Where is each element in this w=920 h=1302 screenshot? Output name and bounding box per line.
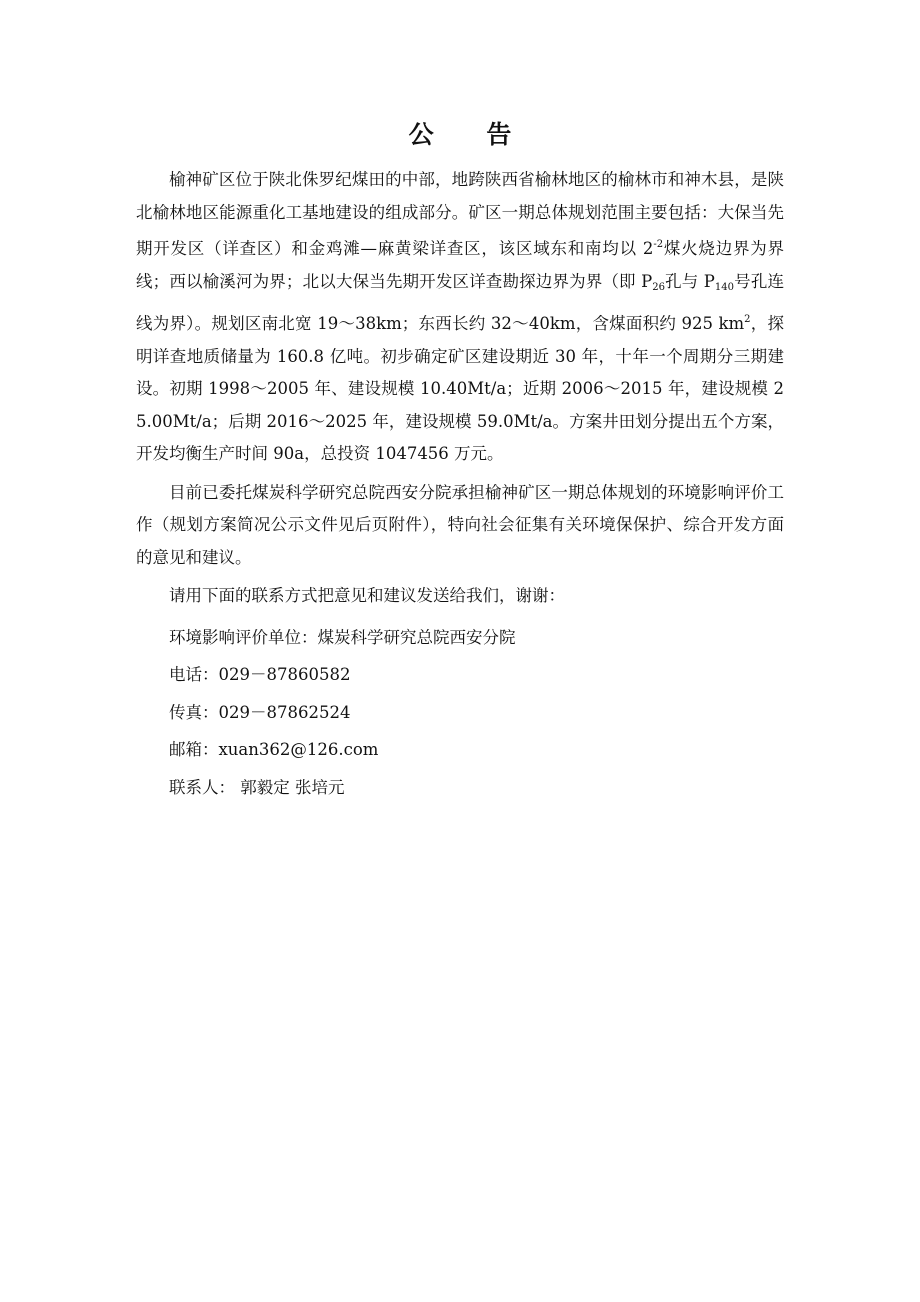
contact-email: 邮箱：xuan362@126.com xyxy=(169,740,379,759)
superscript-coal-seam: -2 xyxy=(653,239,664,250)
contact-person: 联系人： 郭毅定 张培元 xyxy=(169,777,345,797)
subscript-p140: 140 xyxy=(714,281,735,293)
overview-text-c: 孔与 P xyxy=(664,271,715,291)
contact-list xyxy=(136,619,784,807)
notice-page xyxy=(136,118,784,806)
paragraph-overview xyxy=(136,164,784,471)
contact-phone: 电话：029－87860582 xyxy=(169,665,351,684)
overview-text-d: 号孔连线为界）。规划区南北宽 19～38km；东西长约 32～40km，含煤面积约 925 km xyxy=(136,271,784,333)
contact-unit: 环境影响评价单位：煤炭科学研究总院西安分院 xyxy=(169,627,516,647)
subscript-p26: 26 xyxy=(652,281,665,293)
superscript-km2: 2 xyxy=(744,314,751,325)
overview-text-b: 煤火烧边界为界线；西以榆溪河为界；北以大保当先期开发区详查勘探边界为界（即 P xyxy=(136,239,785,291)
paragraph-request: 请用下面的联系方式把意见和建议发送给我们，谢谢： xyxy=(169,586,565,605)
overview-text-e: ，探明详查地质储量为 160.8 亿吨。初步确定矿区建设期近 30 年，十年一个周期分三期建设。初期 1998～2005 年、建设规模 10.40Mt/a；近期 2006～2015 年，建设规模 25.00Mt/a；后期 2016～2025 年，建设规模 59.0Mt/a。方案井田划分提出五个方案，开发均衡生产时间 90a，总投资 1047456 万元。 xyxy=(136,314,785,463)
contact-fax: 传真：029－87862524 xyxy=(169,702,351,722)
page-title: 公 告 xyxy=(408,120,534,149)
paragraph-assessment: 目前已委托煤炭科学研究总院西安分院承担榆神矿区一期总体规划的环境影响评价工作（规划方案简况公示文件见后页附件），特向社会征集有关环境保保护、综合开发方面的意见和建议。 xyxy=(136,482,784,567)
overview-text-a: 榆神矿区位于陕北侏罗纪煤田的中部，地跨陕西省榆林地区的榆林市和神木县，是陕北榆林地区能源重化工基地建设的组成部分。矿区一期总体规划范围主要包括：大保当先期开发区（详查区）和金鸡滩—麻黄梁详查区，该区域东和南均以 2 xyxy=(136,170,784,258)
